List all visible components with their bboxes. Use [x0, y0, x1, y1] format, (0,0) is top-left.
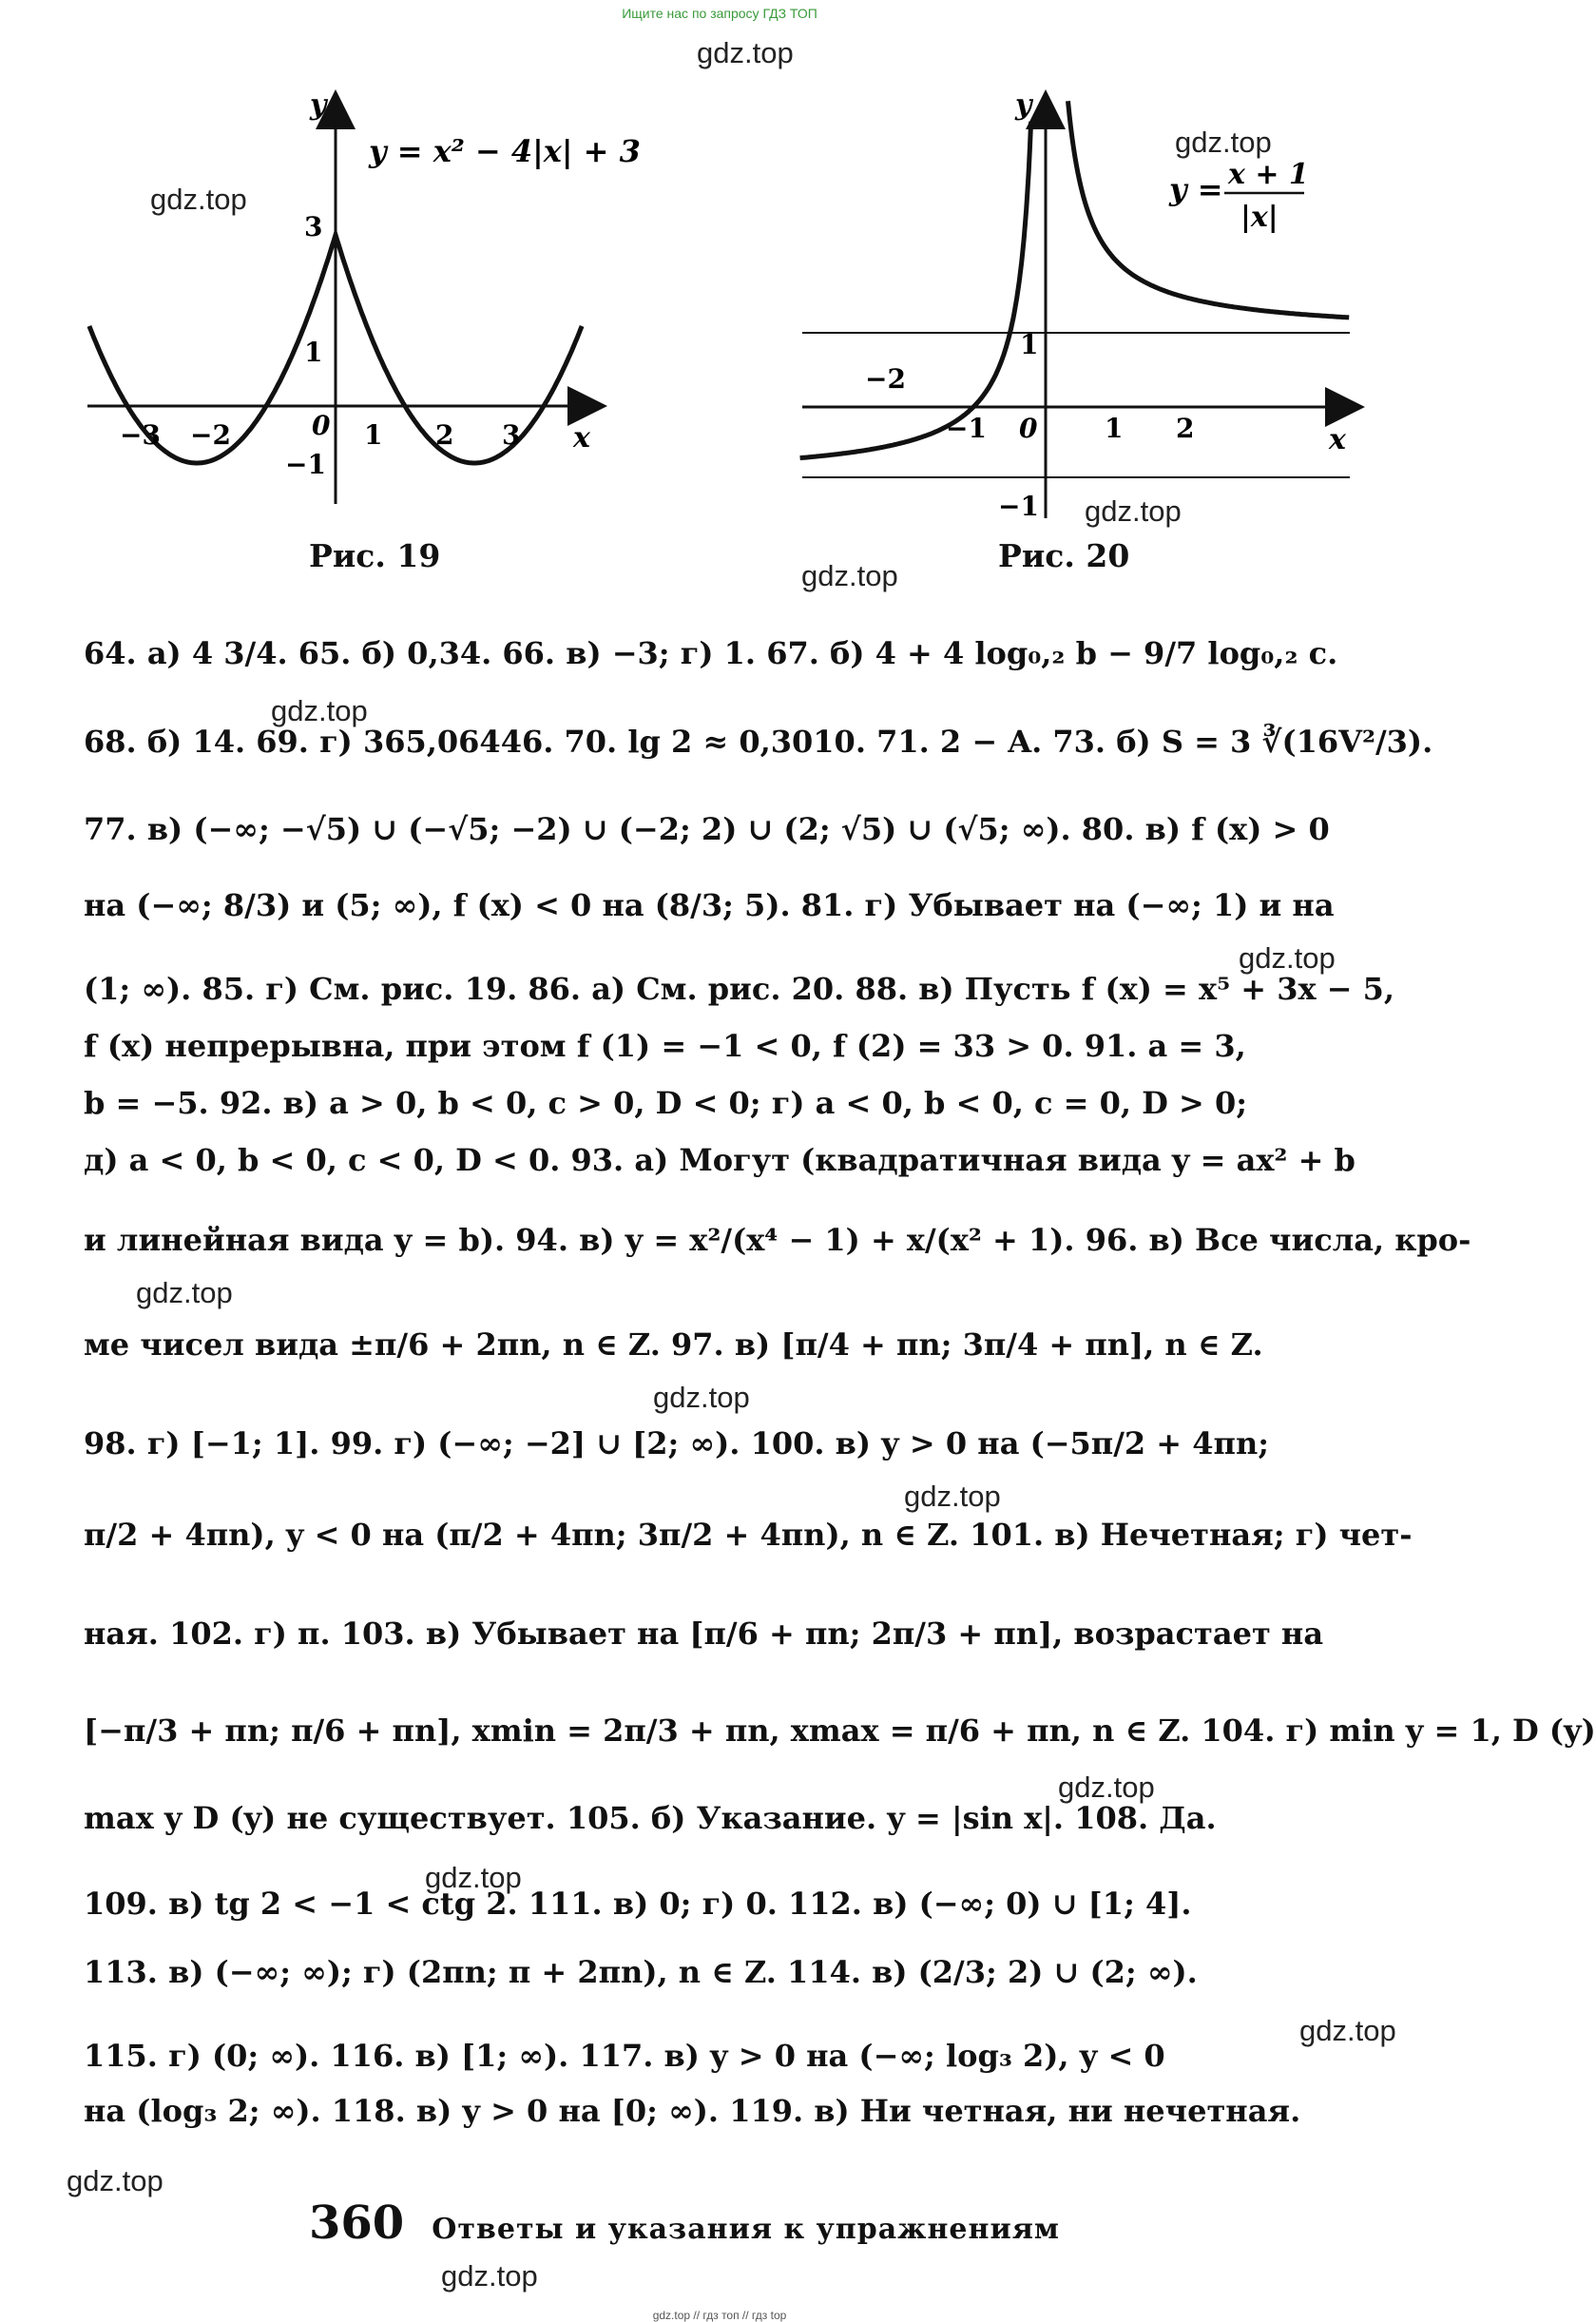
answer-line: 113. в) (−∞; ∞); г) (2πn; π + 2πn), n ∈ Z. 114. в) (2/3; 2) ∪ (2; ∞).	[84, 1954, 1198, 1990]
answer-line: 68. б) 14. 69. г) 365,06446. 70. lg 2 ≈ 0,3010. 71. 2 − A. 73. б) S = 3 ∛(16V²/3).	[84, 724, 1433, 760]
watermark: gdz.top	[136, 1276, 233, 1309]
x-tick: −3	[120, 419, 161, 451]
origin-label: 0	[1019, 413, 1038, 444]
header-note: Ищите нас по запросу ГДЗ ТОП	[622, 6, 817, 21]
x-axis-label: x	[573, 421, 590, 455]
x-tick: −1	[946, 413, 987, 444]
watermark: gdz.top	[67, 2164, 163, 2197]
fig20-formula-lhs: y =	[1169, 171, 1223, 207]
x-tick: 2	[1176, 413, 1195, 444]
answer-line: (1; ∞). 85. г) См. рис. 19. 86. а) См. рис. 20. 88. в) Пусть f (x) = x⁵ + 3x − 5,	[84, 971, 1395, 1007]
answer-line: д) a < 0, b < 0, c < 0, D < 0. 93. а) Могут (квадратичная вида y = ax² + b	[84, 1142, 1356, 1178]
watermark: gdz.top	[1085, 494, 1182, 528]
x-tick: −2	[190, 419, 231, 451]
answer-line: и линейная вида y = b). 94. в) y = x²/(x⁴ − 1) + x/(x² + 1). 96. в) Все числа, кро-	[84, 1222, 1471, 1258]
answer-line: b = −5. 92. в) a > 0, b < 0, c > 0, D < 0; г) a < 0, b < 0, c = 0, D > 0;	[84, 1085, 1248, 1121]
answer-line: 64. а) 4 3/4. 65. б) 0,34. 66. в) −3; г) 1. 67. б) 4 + 4 log₀,₂ b − 9/7 log₀,₂ c.	[84, 635, 1338, 671]
x-axis-label: x	[1329, 423, 1346, 456]
fig20-formula-denominator: |x|	[1240, 201, 1279, 234]
watermark: gdz.top	[1058, 1771, 1155, 1804]
fig20-formula-numerator: x + 1	[1228, 158, 1309, 191]
y-tick: 3	[304, 211, 323, 242]
watermark: gdz.top	[904, 1480, 1001, 1513]
watermark: gdz.top	[801, 559, 898, 592]
answer-line: [−π/3 + πn; π/6 + πn], xmin = 2π/3 + πn, xmax = π/6 + πn, n ∈ Z. 104. г) min y = 1, D (y)	[84, 1712, 1596, 1749]
watermark: gdz.top	[441, 2259, 538, 2293]
answer-line: ная. 102. г) π. 103. в) Убывает на [π/6 + πn; 2π/3 + πn], возрастает на	[84, 1616, 1324, 1652]
x-tick: −2	[865, 363, 906, 395]
origin-label: 0	[312, 410, 331, 441]
answer-line: ме чисел вида ±π/6 + 2πn, n ∈ Z. 97. в) [π/4 + πn; 3π/4 + πn], n ∈ Z.	[84, 1326, 1263, 1363]
page-footer	[309, 2196, 1060, 2250]
watermark: gdz.top	[697, 36, 794, 69]
watermark: gdz.top	[1239, 941, 1336, 975]
watermark: gdz.top	[1299, 2014, 1396, 2047]
watermark: gdz.top	[1175, 126, 1272, 159]
answer-line: π/2 + 4πn), y < 0 на (π/2 + 4πn; 3π/2 + 4πn), n ∈ Z. 101. в) Нечетная; г) чет-	[84, 1517, 1413, 1553]
answer-line: max y D (y) не существует. 105. б) Указание. y = |sin x|. 108. Да.	[84, 1800, 1217, 1836]
watermark: gdz.top	[150, 183, 247, 216]
answers-block	[84, 620, 1596, 2139]
answer-line: на (log₃ 2; ∞). 118. в) y > 0 на [0; ∞). 119. в) Ни четная, ни нечетная.	[84, 2093, 1301, 2129]
watermark: gdz.top	[653, 1381, 750, 1414]
answer-line: на (−∞; 8/3) и (5; ∞), f (x) < 0 на (8/3; 5). 81. г) Убывает на (−∞; 1) и на	[84, 887, 1335, 923]
y-axis-label: y	[310, 88, 327, 122]
y-tick: −1	[998, 491, 1039, 522]
y-tick: 1	[304, 337, 323, 368]
answer-line: 77. в) (−∞; −√5) ∪ (−√5; −2) ∪ (−2; 2) ∪ (2; √5) ∪ (√5; ∞). 80. в) f (x) > 0	[84, 811, 1330, 847]
footer-title: Ответы и указания к упражнениям	[432, 2213, 1060, 2246]
answer-line: 115. г) (0; ∞). 116. в) [1; ∞). 117. в) y > 0 на (−∞; log₃ 2), y < 0	[84, 2038, 1165, 2074]
answer-line: f (x) непрерывна, при этом f (1) = −1 < 0, f (2) = 33 > 0. 91. a = 3,	[84, 1028, 1246, 1064]
page-number: 360	[309, 2196, 405, 2250]
footer-note: gdz.top // гдз топ // гдз top	[652, 2309, 787, 2322]
figure-19-caption: Рис. 19	[309, 537, 441, 574]
figure-20-caption: Рис. 20	[998, 537, 1130, 574]
x-tick: 1	[364, 419, 383, 451]
figure-19-graph	[84, 57, 641, 532]
x-tick: 2	[435, 419, 454, 451]
answer-line: 98. г) [−1; 1]. 99. г) (−∞; −2] ∪ [2; ∞). 100. в) y > 0 на (−5π/2 + 4πn;	[84, 1425, 1270, 1461]
x-tick: 3	[502, 419, 521, 451]
y-axis-label: y	[1015, 88, 1032, 122]
answer-line: 109. в) tg 2 < −1 < ctg 2. 111. в) 0; г) 0. 112. в) (−∞; 0) ∪ [1; 4].	[84, 1886, 1192, 1922]
figure-20-graph	[789, 57, 1369, 532]
y-tick: −1	[285, 449, 326, 480]
x-tick: 1	[1105, 413, 1124, 444]
y-tick: 1	[1020, 329, 1039, 360]
fig19-formula: y = x² − 4|x| + 3	[369, 133, 641, 169]
watermark: gdz.top	[271, 694, 368, 727]
watermark: gdz.top	[425, 1861, 522, 1894]
